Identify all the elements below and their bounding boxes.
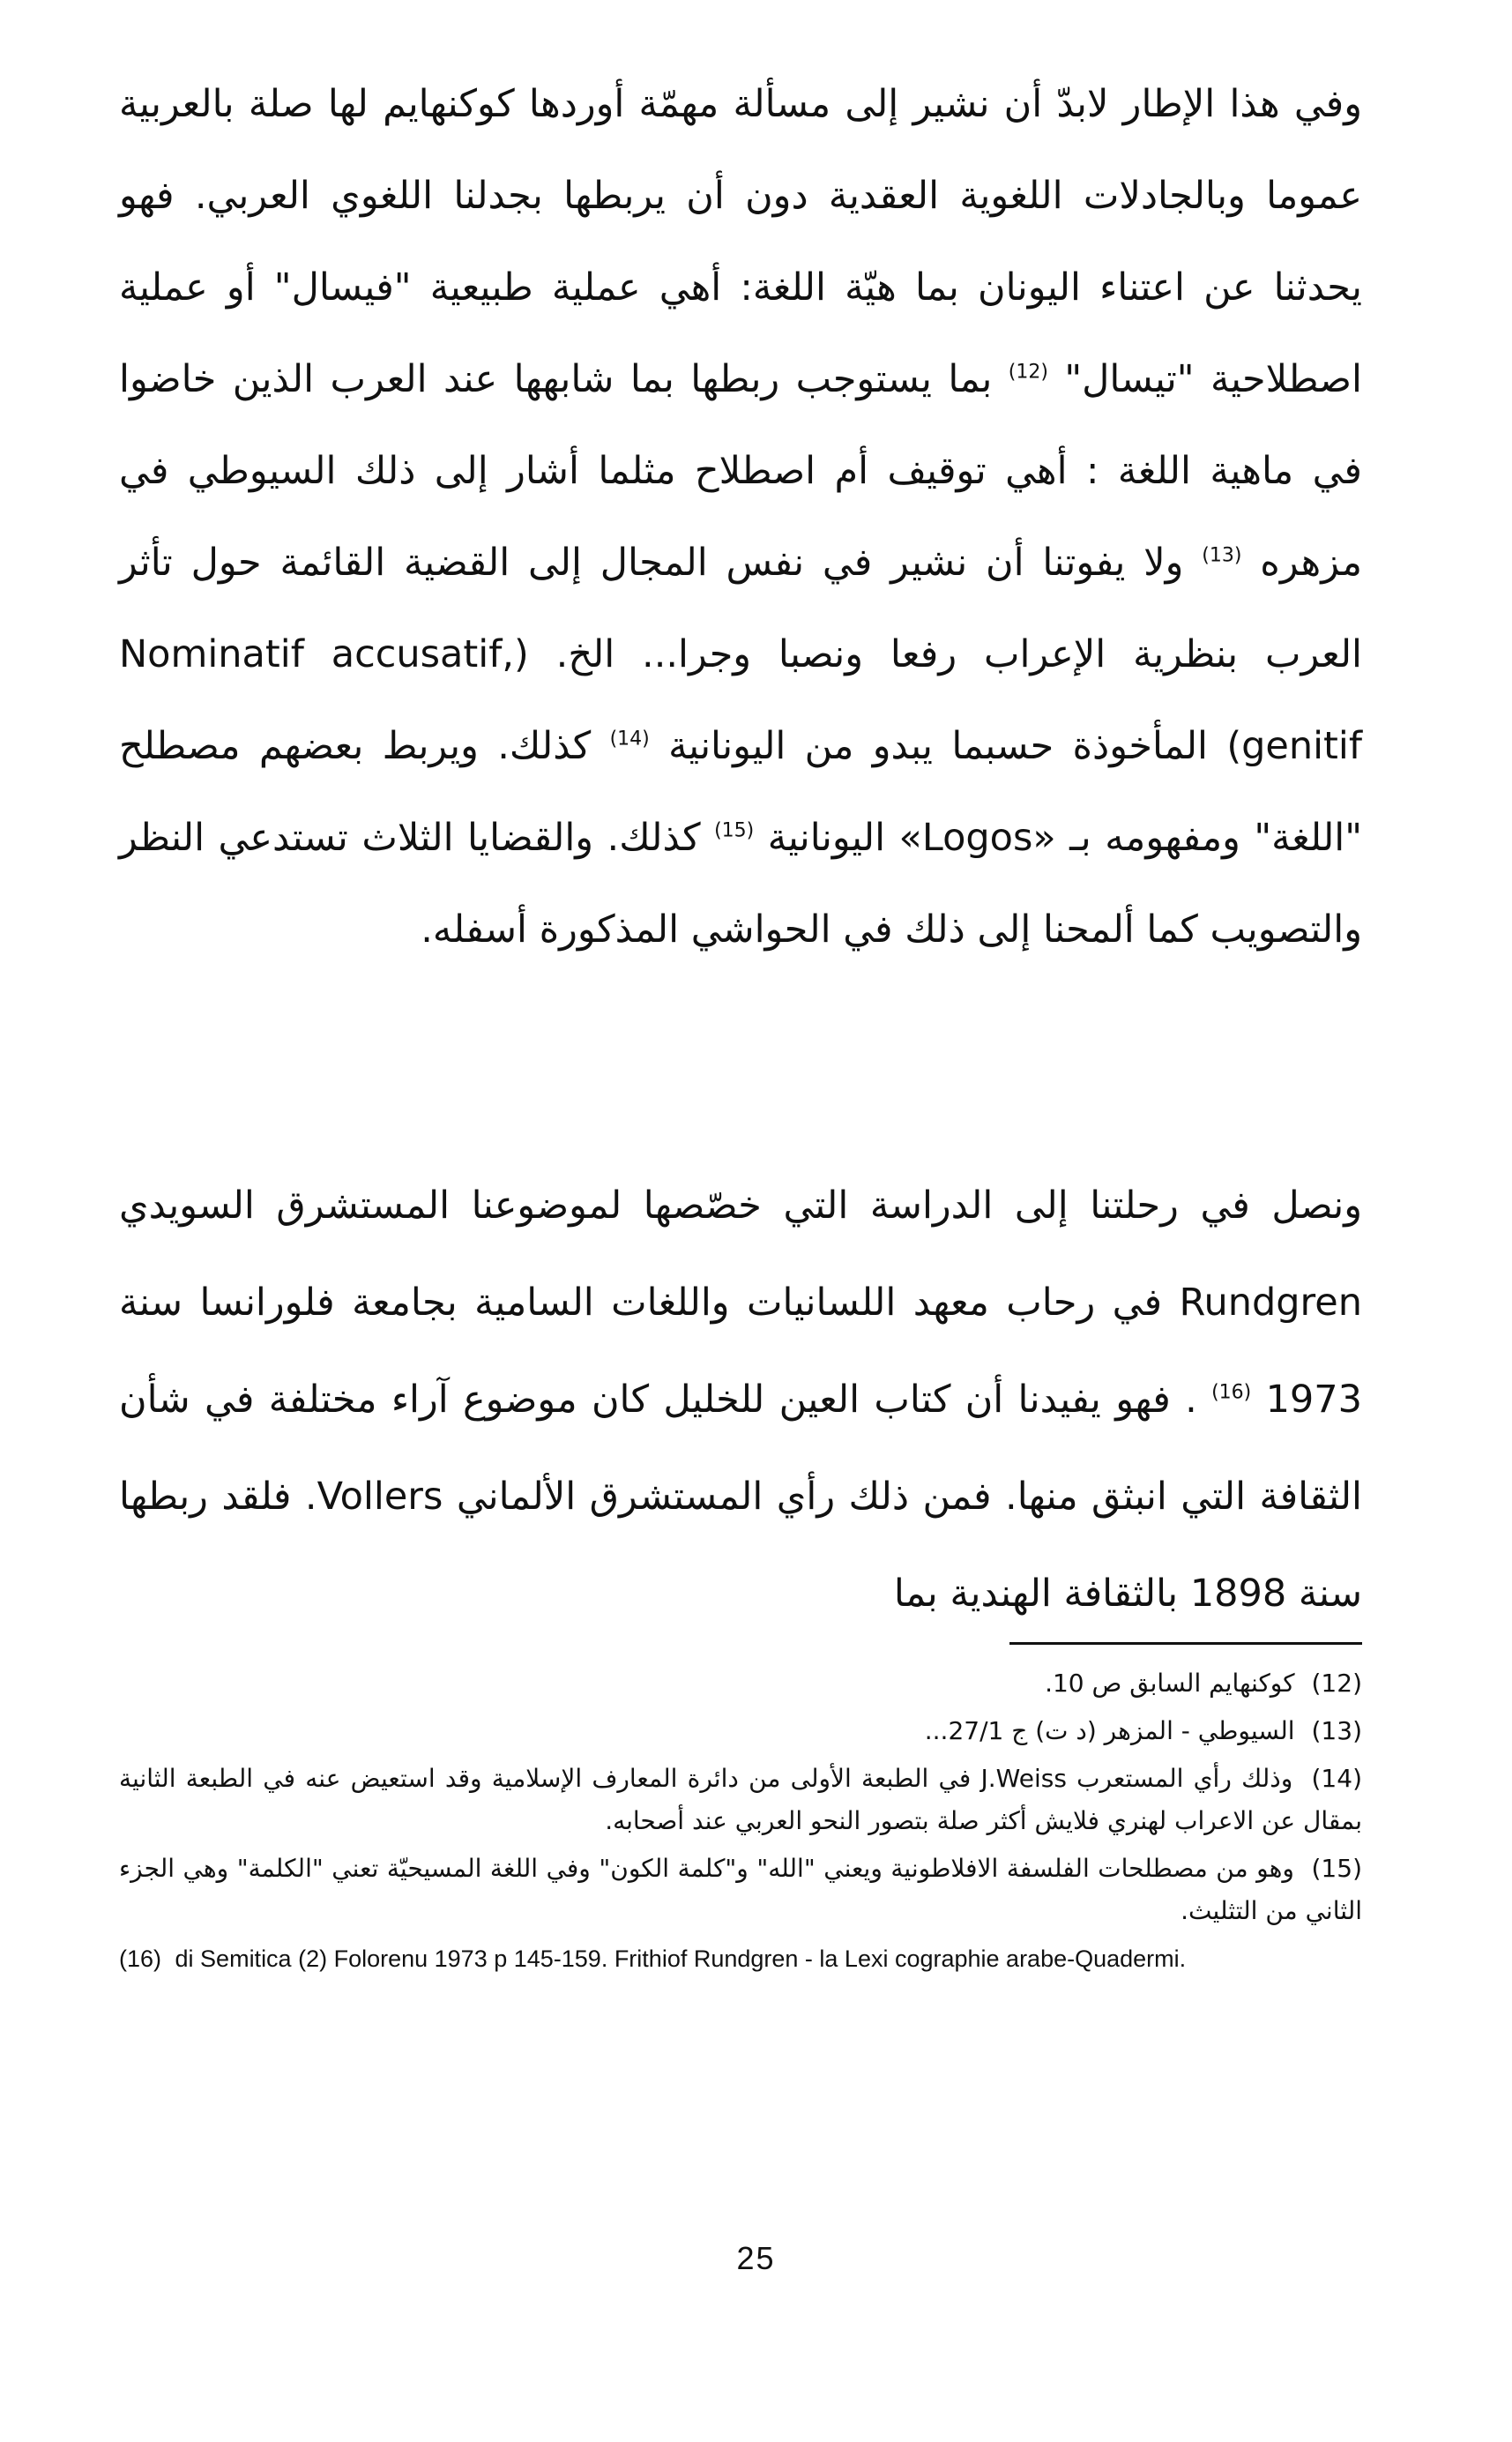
footnote-text: وذلك رأي المستعرب J.Weiss في الطبعة الأولى من دائرة المعارف الإسلامية وقد استعيض عنه في الطبعة الثانية بمقال عن الاعراب لهنري فلايش أكثر صلة بتصور النحو العربي عند أصحابه. [119,1764,1362,1835]
footnote-text: السيوطي - المزهر (د ت) ج 27/1... [924,1716,1295,1745]
footnote-number: (13) [1311,1716,1362,1745]
footnote-ref-14[interactable]: (14) [609,728,650,751]
footnote-ref-13[interactable]: (13) [1202,544,1242,567]
paragraph-text: كذلك. والقضايا الثلاث تستدعي النظر والتصويب كما ألمحنا إلى ذلك في الحواشي المذكورة أسفله. [119,816,1362,952]
paragraph-text: ولا يفوتنا أن نشير في نفس المجال إلى القضية القائمة حول تأثر العرب بنظرية الإعراب رفعا ونصبا وجرا... الخ. (Nominatif accusatif, genitif) المأخوذة حسبما يبدو من اليونانية [119,541,1362,768]
paragraph-text: وفي هذا الإطار لابدّ أن نشير إلى مسألة مهمّة أوردها كوكنهايم لها صلة بالعربية عموما وبالجادلات اللغوية العقدية دون أن يربطها بجدلنا اللغوي العربي. فهو يحدثنا عن اعتناء اليونان بما هيّة اللغة: أهي عملية طبيعية "فيسال" أو عملية اصطلاحية "تيسال" [119,82,1362,401]
footnote-ref-15[interactable]: (15) [714,819,755,842]
footnote-13 [119,1710,1362,1752]
footnote-12 [119,1662,1362,1705]
footnote-number: (15) [1311,1854,1362,1883]
footnote-15 [119,1848,1362,1932]
footnote-number: (16) [119,1945,162,1972]
footnote-ref-16[interactable]: (16) [1211,1381,1252,1404]
footnote-text: كوكنهايم السابق ص 10. [1045,1669,1295,1698]
footnote-separator [1009,1642,1362,1645]
footnote-ref-12[interactable]: (12) [1008,361,1048,384]
footnote-number: (14) [1311,1764,1362,1793]
footnote-text: di Semitica (2) Folorenu 1973 p 145-159. Frithiof Rundgren - la Lexi cographie arabe-Quadermi. [175,1945,1187,1972]
paragraph-text: بما يستوجب ربطها بما شابهها عند العرب الذين خاضوا في ماهية اللغة : أهي توقيف أم اصطلاح مثلما أشار إلى ذلك السيوطي في مزهره [119,357,1362,585]
paragraph-text: . فهو يفيدنا أن كتاب العين للخليل كان موضوع آراء مختلفة في شأن الثقافة التي انبثق منها. فمن ذلك رأي المستشرق الألماني Vollers. فلقد ربطها سنة 1898 بالثقافة الهندية بما [119,1378,1363,1616]
footnote-text: وهو من مصطلحات الفلسفة الافلاطونية ويعني "الله" و"كلمة الكون" وفي اللغة المسيحيّة تعني "الكلمة" وهي الجزء الثاني من التثليث. [119,1854,1362,1925]
body-paragraph-1 [119,58,1362,975]
footnotes [119,1662,1362,1985]
body-paragraph-2 [119,1157,1362,1642]
paragraph-text: ونصل في رحلتنا إلى الدراسة التي خصّصها لموضوعنا المستشرق السويدي Rundgren في رحاب معهد اللسانيات واللغات السامية بجامعة فلورانسا سنة 1973 [119,1184,1363,1422]
footnote-number: (12) [1311,1669,1362,1698]
footnote-16 [119,1938,1362,1980]
page-number: 25 [736,2240,776,2276]
footnote-14 [119,1758,1362,1842]
paragraph-text: كذلك. ويربط بعضهم مصطلح "اللغة" ومفهومه بـ «Logos» اليونانية [119,724,1363,860]
